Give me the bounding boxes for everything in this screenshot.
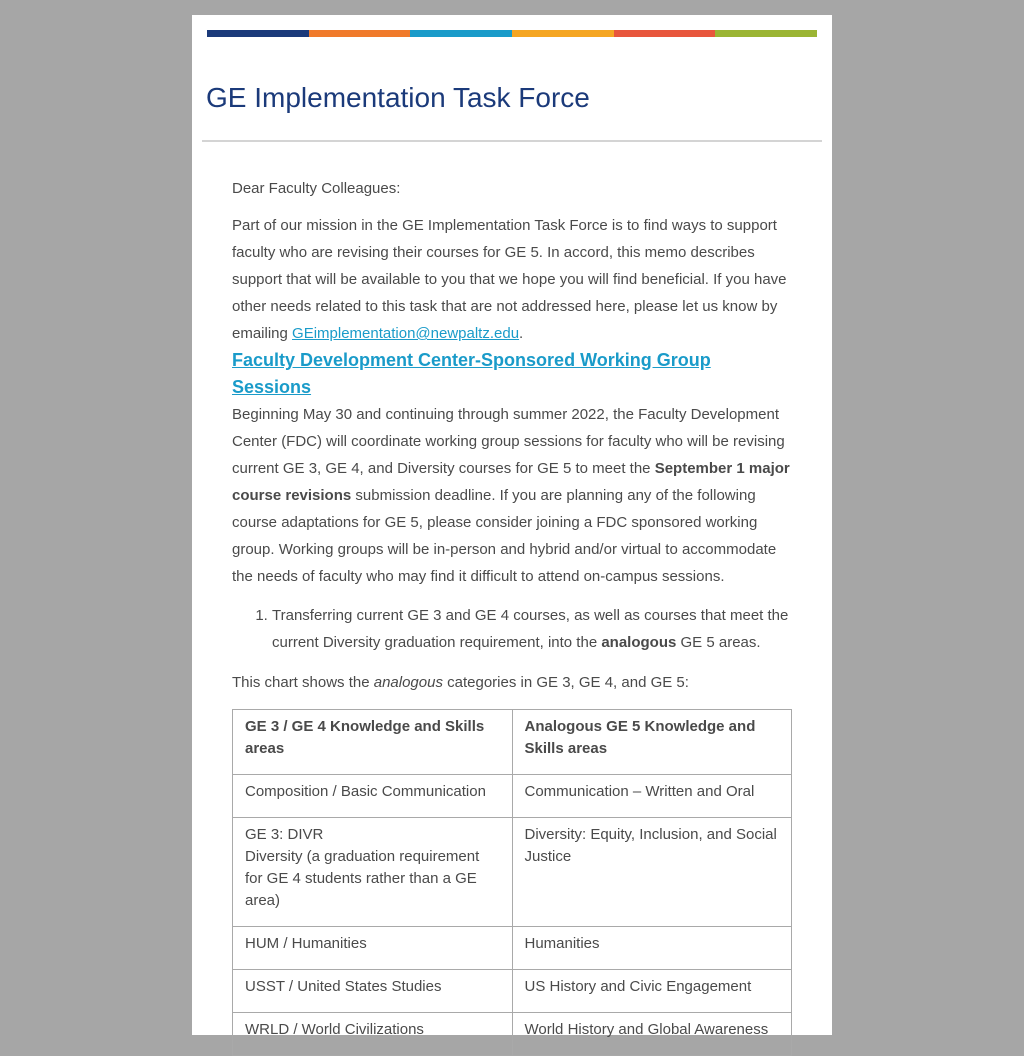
section-text-a: Beginning May 30 and continuing through summer 2022, the Faculty Development Center (FDC) will coordinate working group sessions for faculty who will be revising current GE 3, GE 4, and Diversity courses for GE 5 to meet the — [232, 406, 785, 477]
table-row — [233, 927, 792, 970]
list-item-text-a: Transferring current GE 3 and GE 4 courses, as well as courses that meet the current Diversity graduation requirement, into the — [272, 607, 789, 651]
analogous-areas-table — [232, 709, 792, 1056]
table-row — [233, 818, 792, 927]
section-text-b: submission deadline. If you are planning any of the following course adaptations for GE 5, please consider joining a FDC sponsored working group. Working groups will be in-person and hybrid and/or virtual to accommodate the needs of faculty who may find it difficult to attend on-campus sessions. — [232, 487, 777, 585]
adaptation-list — [232, 602, 792, 656]
table-cell: Composition / Basic Communication — [233, 775, 513, 818]
header-color-bar — [207, 30, 817, 37]
intro-paragraph — [232, 212, 792, 347]
chart-intro-a: This chart shows the — [232, 674, 374, 691]
greeting: Dear Faculty Colleagues: — [232, 180, 401, 197]
table-cell-line: GE 3: DIVR — [245, 826, 324, 843]
color-bar-segment — [512, 30, 614, 37]
list-item-bold: analogous — [601, 634, 677, 651]
table-cell: HUM / Humanities — [233, 927, 513, 970]
title-divider — [202, 140, 822, 142]
section-paragraph — [232, 401, 792, 590]
chart-intro-italic: analogous — [373, 674, 443, 691]
color-bar-segment — [207, 30, 309, 37]
color-bar-segment — [614, 30, 716, 37]
list-item-text-b: GE 5 areas. — [676, 634, 761, 651]
color-bar-segment — [309, 30, 411, 37]
color-bar-segment — [410, 30, 512, 37]
table-header-row — [233, 710, 792, 775]
table-row — [233, 1013, 792, 1056]
table-row — [233, 775, 792, 818]
chart-intro — [232, 669, 792, 696]
color-bar-segment — [715, 30, 817, 37]
intro-end: . — [519, 325, 524, 342]
email-link[interactable]: GEimplementation@newpaltz.edu — [292, 325, 520, 342]
table-cell: Humanities — [512, 927, 792, 970]
section-heading-link[interactable]: Faculty Development Center-Sponsored Working Group Sessions — [232, 350, 711, 397]
section-heading — [232, 347, 792, 401]
memo-content — [232, 175, 792, 1056]
table-cell: World History and Global Awareness — [512, 1013, 792, 1056]
table-header-cell: GE 3 / GE 4 Knowledge and Skills areas — [233, 710, 513, 775]
table-cell — [233, 818, 513, 927]
table-cell: USST / United States Studies — [233, 970, 513, 1013]
table-row — [233, 970, 792, 1013]
table-cell: US History and Civic Engagement — [512, 970, 792, 1013]
table-header-cell: Analogous GE 5 Knowledge and Skills areas — [512, 710, 792, 775]
deadline-bold: September 1 major course revisions — [232, 460, 790, 504]
table-cell: Diversity: Equity, Inclusion, and Social Justice — [512, 818, 792, 927]
table-cell-line: Diversity (a graduation requirement for GE 4 students rather than a GE area) — [245, 848, 480, 909]
list-item — [272, 602, 792, 656]
table-cell: WRLD / World Civilizations — [233, 1013, 513, 1056]
table-cell: Communication – Written and Oral — [512, 775, 792, 818]
page-title: GE Implementation Task Force — [206, 82, 590, 113]
intro-text: Part of our mission in the GE Implementation Task Force is to find ways to support faculty who are revising their courses for GE 5. In accord, this memo describes support that will be available to you that we hope you will find beneficial. If you have other needs related to this task that are not addressed here, please let us know by emailing — [232, 217, 787, 342]
memo-page — [192, 15, 832, 1038]
chart-intro-b: categories in GE 3, GE 4, and GE 5: — [442, 674, 689, 691]
